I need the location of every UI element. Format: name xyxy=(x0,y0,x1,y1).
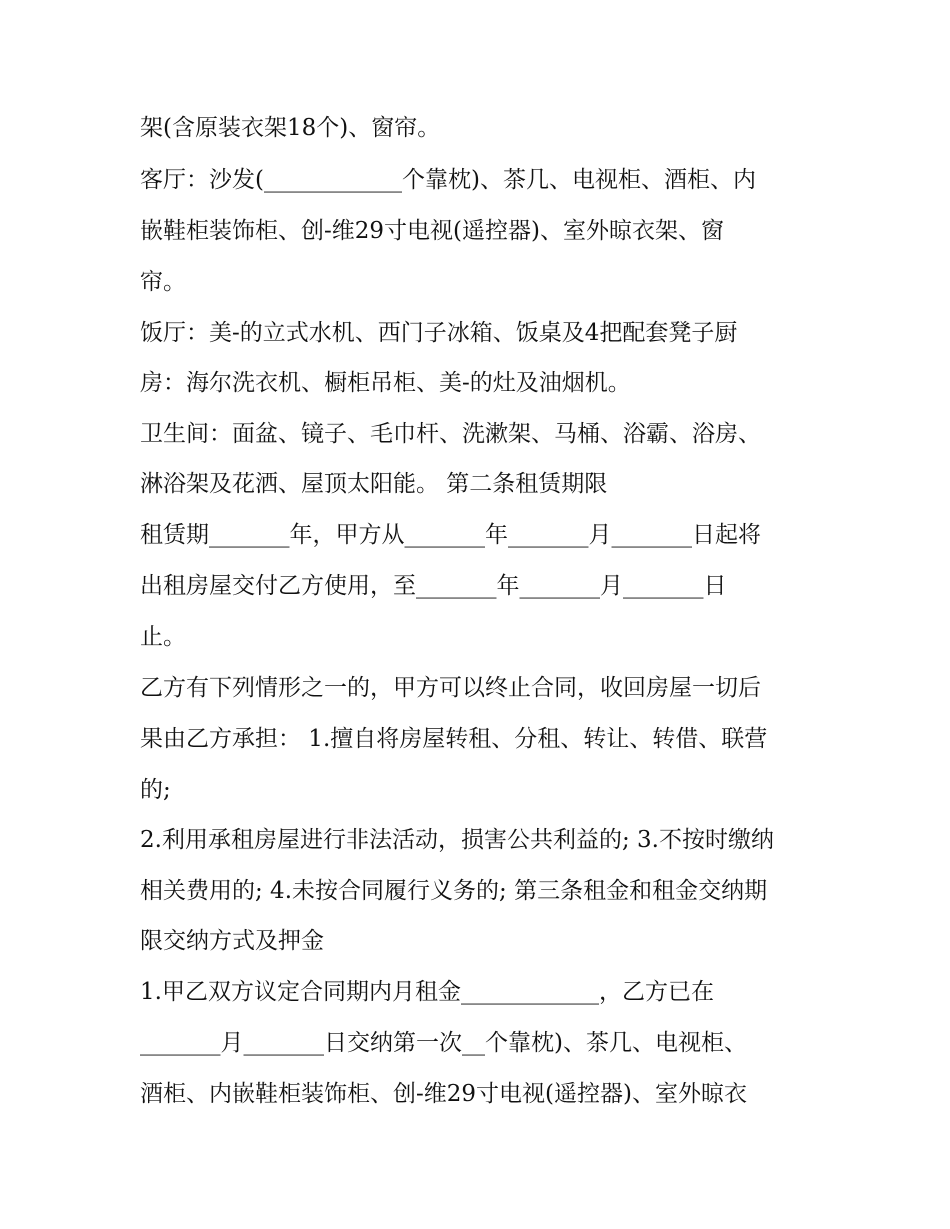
text-line: 相关费用的; 4.未按合同履行义务的; 第三条租金和租金交纳期 xyxy=(140,878,768,904)
text-line: 客厅：沙发(____________个靠枕)、茶几、电视柜、酒柜、内 xyxy=(140,167,756,193)
text-line: 2.利用承租房屋进行非法活动，损害公共利益的; 3.不按时缴纳 xyxy=(140,827,774,853)
text-line: 租赁期_______年，甲方从_______年_______月_______日起将 xyxy=(140,522,761,548)
text-line: 止。 xyxy=(140,624,186,650)
text-line: 淋浴架及花洒、屋顶太阳能。 第二条租赁期限 xyxy=(140,471,608,497)
text-line: 的; xyxy=(140,777,171,803)
text-line: 限交纳方式及押金 xyxy=(140,928,324,954)
text-line: 架(含原装衣架18个)、窗帘。 xyxy=(140,115,441,141)
text-line: 饭厅：美-的立式水机、西门子冰箱、饭桌及4把配套凳子厨 xyxy=(140,320,738,346)
text-line: 果由乙方承担： 1.擅自将房屋转租、分租、转让、转借、联营 xyxy=(140,726,768,752)
text-line: 帘。 xyxy=(140,269,186,295)
text-line: 出租房屋交付乙方使用，至_______年_______月_______日 xyxy=(140,573,727,599)
text-line: 嵌鞋柜装饰柜、创-维29寸电视(遥控器)、室外晾衣架、窗 xyxy=(140,218,724,244)
text-line: 卫生间：面盆、镜子、毛巾杆、洗漱架、马桶、浴霸、浴房、 xyxy=(140,421,761,447)
text-line: _______月_______日交纳第一次__个靠枕)、茶几、电视柜、 xyxy=(140,1030,747,1056)
text-line: 酒柜、内嵌鞋柜装饰柜、创-维29寸电视(遥控器)、室外晾衣 xyxy=(140,1081,747,1107)
text-line: 1.甲乙双方议定合同期内月租金____________，乙方已在 xyxy=(140,979,714,1005)
text-line: 房：海尔洗衣机、橱柜吊柜、美-的灶及油烟机。 xyxy=(140,370,631,396)
text-line: 乙方有下列情形之一的，甲方可以终止合同，收回房屋一切后 xyxy=(140,675,761,701)
